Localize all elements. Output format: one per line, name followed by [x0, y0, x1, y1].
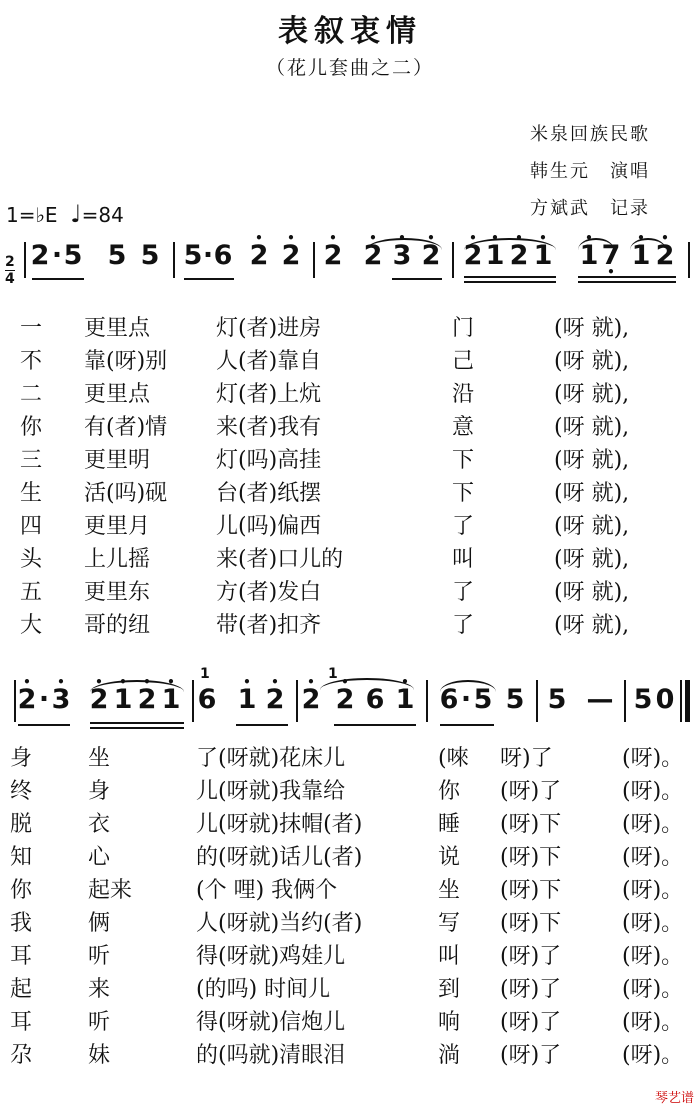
lyric-segment: 下 [452, 481, 475, 506]
notation-line-2 [0, 666, 700, 730]
lyric-segment: (呀 就), [554, 580, 630, 605]
lyric-segment: 更里明 [84, 448, 151, 473]
verse-b-line [0, 907, 700, 940]
note: 5 [547, 684, 567, 715]
lyric-segment: 来 [88, 977, 111, 1002]
lyric-segment: (呀)。 [622, 977, 684, 1002]
lyric-segment: 更里月 [84, 514, 151, 539]
note: • 2 [248, 240, 270, 271]
note: 6 [197, 684, 217, 715]
barline [24, 242, 26, 278]
verse-a-line [0, 345, 700, 378]
watermark: 琴艺谱 [654, 1091, 694, 1106]
note: 5 [633, 684, 653, 715]
lyric-segment: 呀)了 [500, 746, 553, 771]
underline [578, 276, 676, 278]
note: • 1 [236, 684, 258, 715]
lyric-segment: (呀)下 [500, 845, 562, 870]
lyric-segment: (呀)。 [622, 779, 684, 804]
lyric-segment: 一 [20, 316, 43, 341]
verse-b-line [0, 808, 700, 841]
note: • 2 [362, 240, 384, 271]
lyric-segment: 得(呀就)鸡娃儿 [196, 944, 346, 969]
lyric-segment: 带(者)扣齐 [216, 613, 322, 638]
underline [184, 278, 234, 280]
lyric-segment: 耳 [10, 1010, 33, 1035]
barline [624, 680, 626, 722]
note: • 1 [484, 240, 506, 271]
lyric-segment: 听 [88, 1010, 111, 1035]
notation-line-1 [0, 230, 700, 290]
lyric-segment: 得(呀就)信炮儿 [196, 1010, 346, 1035]
lyric-segment: (唻 [438, 746, 469, 771]
note: • 3 [50, 684, 72, 715]
note: 5 [505, 684, 525, 715]
note: • 2 [322, 240, 344, 271]
lyric-segment: 睡 [438, 812, 461, 837]
lyric-segment: 灯(吗)高挂 [216, 448, 322, 473]
note: 5 [140, 240, 160, 271]
lyric-segment: 二 [20, 382, 43, 407]
verse-b-line [0, 1006, 700, 1039]
barline [173, 242, 175, 278]
note: • 2 [88, 684, 110, 715]
verse-a-line [0, 609, 700, 642]
verse-a-line [0, 477, 700, 510]
lyric-segment: 台(者)纸摆 [216, 481, 322, 506]
final-barline [685, 680, 690, 722]
note: • 2 [280, 240, 302, 271]
lyric-segment: 有(者)情 [84, 415, 168, 440]
note: 2 [30, 240, 50, 271]
lyric-segment: 听 [88, 944, 111, 969]
lyric-segment: 上儿摇 [84, 547, 151, 572]
lyric-segment: 人(呀就)当约(者) [196, 911, 363, 936]
verse-b-line [0, 973, 700, 1006]
final-barline [680, 680, 682, 722]
lyric-segment: 俩 [88, 911, 111, 936]
lyric-segment: (呀)。 [622, 746, 684, 771]
note: 6 [439, 684, 459, 715]
lyric-segment: 知 [10, 845, 33, 870]
note: • 1 [630, 240, 652, 271]
lyric-segment: 淌 [438, 1043, 461, 1068]
lyric-segment: 儿(呀就)我靠给 [196, 779, 346, 804]
lyric-segment: 终 [10, 779, 33, 804]
lyric-segment: 心 [88, 845, 111, 870]
lyric-segment: (呀 就), [554, 514, 630, 539]
lyric-segment: 生 [20, 481, 43, 506]
lyric-segment: 到 [438, 977, 461, 1002]
lyric-segment: (呀)。 [622, 1043, 684, 1068]
lyric-segment: (呀)了 [500, 944, 562, 969]
lyric-segment: 身 [10, 746, 33, 771]
grace-note: 1 [328, 666, 338, 682]
verse-b-line [0, 742, 700, 775]
lyric-segment: (呀)。 [622, 878, 684, 903]
note: • 1 [160, 684, 182, 715]
lyric-segment: 你 [10, 878, 33, 903]
lyric-segment: 靠(呀)别 [84, 349, 168, 374]
song-subtitle: （花儿套曲之二） [265, 57, 434, 79]
lyric-segment: 下 [452, 448, 475, 473]
lyric-segment: 身 [88, 779, 111, 804]
lyric-segment: 活(吗)砚 [84, 481, 168, 506]
underline [18, 724, 70, 726]
underline [392, 278, 442, 280]
lyric-segment: 五 [20, 580, 43, 605]
credit-recorder: 方斌武 记录 [530, 198, 650, 219]
lyric-segment: (呀)了 [500, 779, 562, 804]
lyric-segment: 坐 [88, 746, 111, 771]
lyric-segment: 你 [438, 779, 461, 804]
barline [452, 242, 454, 278]
barline [313, 242, 315, 278]
lyric-segment: 灯(者)上炕 [216, 382, 322, 407]
verse-a-line [0, 444, 700, 477]
quarter-note-icon: ♩ [70, 200, 82, 228]
lyric-segment: 起来 [88, 878, 133, 903]
note: • 2 [136, 684, 158, 715]
lyric-segment: 坐 [438, 878, 461, 903]
note: · [202, 240, 214, 271]
lyric-segment: 门 [452, 316, 475, 341]
note: 5 [107, 240, 127, 271]
lyric-segment: 耳 [10, 944, 33, 969]
underline [32, 278, 84, 280]
note: 0 [655, 684, 675, 715]
note: • 2 [654, 240, 676, 271]
lyric-segment: 儿(吗)偏西 [216, 514, 322, 539]
note: • 2 [508, 240, 530, 271]
note: 5 [183, 240, 203, 271]
lyric-segment: (呀 就), [554, 316, 630, 341]
note: 6 [213, 240, 233, 271]
song-title: 表叙衷情 [278, 14, 422, 49]
note: · [38, 684, 50, 715]
lyric-segment: (呀)。 [622, 812, 684, 837]
lyric-segment: 响 [438, 1010, 461, 1035]
barline [688, 242, 690, 278]
lyric-segment: 哥的纽 [84, 613, 151, 638]
credit-performer: 韩生元 演唱 [530, 161, 650, 182]
verse-a-line [0, 378, 700, 411]
lyric-segment: (呀 就), [554, 382, 630, 407]
note: • 1 [112, 684, 134, 715]
note: • 2 [264, 684, 286, 715]
verse-a-line [0, 312, 700, 345]
underline [90, 727, 184, 729]
lyrics-block-2 [0, 742, 700, 1072]
verse-b-line [0, 1039, 700, 1072]
lyric-segment: 了 [452, 514, 475, 539]
lyric-segment: (个 哩) 我俩个 [196, 878, 338, 903]
verse-a-line [0, 411, 700, 444]
verse-b-line [0, 940, 700, 973]
lyric-segment: (呀)。 [622, 944, 684, 969]
note: 5 [473, 684, 493, 715]
lyric-segment: 大 [20, 613, 43, 638]
underline [464, 276, 556, 278]
note: • 2 [16, 684, 38, 715]
lyric-segment: 来(者)口儿的 [216, 547, 344, 572]
lyrics-block-1 [0, 312, 700, 642]
verse-b-line [0, 775, 700, 808]
lyric-segment: 不 [20, 349, 43, 374]
lyric-segment: (的吗) 时间儿 [196, 977, 331, 1002]
lyric-segment: (呀 就), [554, 481, 630, 506]
barline [536, 680, 538, 722]
note: 7 • [600, 240, 622, 271]
note: • 2 [462, 240, 484, 271]
lyric-segment: (呀)。 [622, 911, 684, 936]
lyric-segment: 更里东 [84, 580, 151, 605]
note: 6 [365, 684, 385, 715]
key-tempo [6, 200, 124, 228]
barline [426, 680, 428, 722]
lyric-segment: (呀)。 [622, 845, 684, 870]
note: • 3 [391, 240, 413, 271]
key-signature: 1=♭E [6, 203, 58, 227]
lyric-segment: 我 [10, 911, 33, 936]
tempo-value: =84 [81, 203, 124, 227]
lyric-segment: 了 [452, 613, 475, 638]
lyric-segment: 衣 [88, 812, 111, 837]
lyric-segment: 头 [20, 547, 43, 572]
lyric-segment: 三 [20, 448, 43, 473]
barline [192, 680, 194, 722]
grace-note: 1 [200, 666, 210, 682]
credits [530, 116, 690, 227]
lyric-segment: (呀 就), [554, 448, 630, 473]
lyric-segment: 起 [10, 977, 33, 1002]
lyric-segment: (呀)了 [500, 1010, 562, 1035]
lyric-segment: 了 [452, 580, 475, 605]
underline [578, 281, 676, 283]
note: — [586, 684, 614, 715]
verse-a-line [0, 543, 700, 576]
lyric-segment: 脱 [10, 812, 33, 837]
lyric-segment: 你 [20, 415, 43, 440]
underline [334, 724, 416, 726]
verse-b-line [0, 874, 700, 907]
lyric-segment: 妹 [88, 1043, 111, 1068]
verse-a-line [0, 510, 700, 543]
lyric-segment: 叫 [438, 944, 461, 969]
time-signature: 2 4 [5, 254, 15, 287]
lyric-segment: (呀)下 [500, 812, 562, 837]
lyric-segment: 来(者)我有 [216, 415, 322, 440]
note: • 1 [578, 240, 600, 271]
barline [296, 680, 298, 722]
note: • 2 [334, 684, 356, 715]
lyric-segment: (呀 就), [554, 415, 630, 440]
lyric-segment: 的(吗就)清眼泪 [196, 1043, 346, 1068]
lyric-segment: 四 [20, 514, 43, 539]
lyric-segment: 儿(呀就)抹帽(者) [196, 812, 363, 837]
underline [440, 724, 494, 726]
lyric-segment: 说 [438, 845, 461, 870]
lyric-segment: 灯(者)进房 [216, 316, 322, 341]
lyric-segment: (呀)了 [500, 977, 562, 1002]
underline [464, 281, 556, 283]
note: • 2 [420, 240, 442, 271]
note: 5 [63, 240, 83, 271]
lyric-segment: 尕 [10, 1043, 33, 1068]
lyric-segment: 了(呀就)花床儿 [196, 746, 346, 771]
lyric-segment: 叫 [452, 547, 475, 572]
credit-origin: 米泉回族民歌 [530, 124, 650, 145]
note: • 1 [532, 240, 554, 271]
note: · [460, 684, 472, 715]
lyric-segment: 更里点 [84, 382, 151, 407]
lyric-segment: 方(者)发白 [216, 580, 322, 605]
note: • 1 [394, 684, 416, 715]
lyric-segment: 人(者)靠自 [216, 349, 322, 374]
verse-a-line [0, 576, 700, 609]
lyric-segment: 沿 [452, 382, 475, 407]
lyric-segment: (呀)下 [500, 911, 562, 936]
lyric-segment: 己 [452, 349, 475, 374]
note: · [51, 240, 63, 271]
lyric-segment: (呀 就), [554, 613, 630, 638]
lyric-segment: 写 [438, 911, 461, 936]
underline [90, 722, 184, 724]
lyric-segment: (呀 就), [554, 547, 630, 572]
underline [236, 724, 288, 726]
verse-b-line [0, 841, 700, 874]
lyric-segment: 的(呀就)话儿(者) [196, 845, 363, 870]
lyric-segment: (呀)了 [500, 1043, 562, 1068]
note: • 2 [300, 684, 322, 715]
lyric-segment: (呀)下 [500, 878, 562, 903]
lyric-segment: (呀)。 [622, 1010, 684, 1035]
lyric-segment: (呀 就), [554, 349, 630, 374]
lyric-segment: 意 [452, 415, 475, 440]
lyric-segment: 更里点 [84, 316, 151, 341]
